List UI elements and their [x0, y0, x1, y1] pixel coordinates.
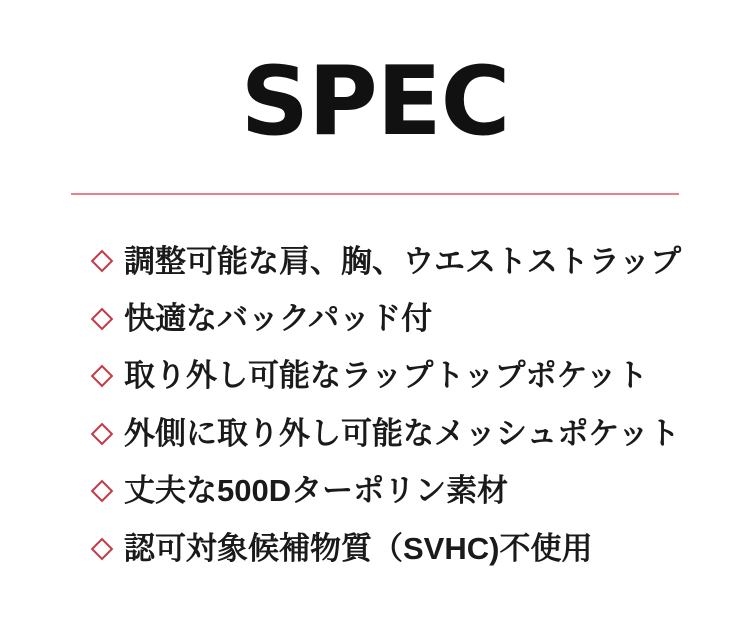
- page-title: SPEC: [240, 47, 510, 157]
- spec-list-item: [88, 302, 750, 335]
- spec-item-label: 調整可能な肩、胸、ウエストストラップ: [124, 243, 682, 279]
- diamond-outline-icon: [91, 250, 114, 273]
- spec-item-label: 取り外し可能なラップトップポケット: [124, 358, 648, 394]
- spec-item-label: 認可対象候補物質（SVHC)不使用: [124, 530, 593, 566]
- diamond-outline-icon: [91, 365, 114, 388]
- spec-list-item: [88, 245, 750, 278]
- spec-list-item: [88, 532, 750, 565]
- spec-item-label: 外側に取り外し可能なメッシュポケット: [124, 415, 680, 451]
- spec-list-item: [88, 474, 750, 507]
- title-divider: [71, 193, 679, 195]
- spec-list-item: [88, 417, 750, 450]
- spec-list: [88, 245, 750, 566]
- diamond-outline-icon: [91, 480, 114, 503]
- spec-item-label: 快適なバックパッド付: [124, 300, 433, 336]
- diamond-outline-icon: [91, 422, 114, 445]
- spec-item-label: 丈夫な500Dターポリン素材: [124, 473, 509, 509]
- spec-list-item: [88, 359, 750, 392]
- diamond-outline-icon: [91, 537, 114, 560]
- diamond-outline-icon: [91, 307, 114, 330]
